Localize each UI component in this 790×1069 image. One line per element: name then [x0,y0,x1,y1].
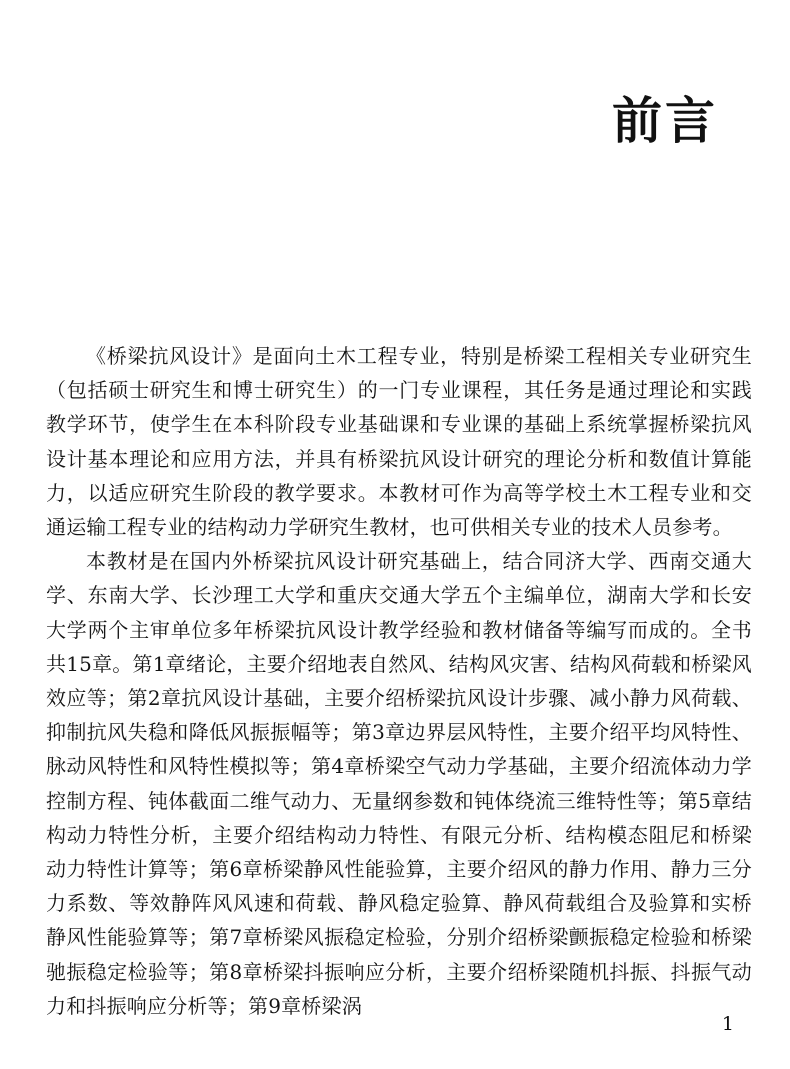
page-title: 前言 [612,92,718,150]
paragraph-contents: 本教材是在国内外桥梁抗风设计研究基础上，结合同济大学、西南交通大学、东南大学、长沙理工大学和重庆交通大学五个主编单位，湖南大学和长安大学两个主审单位多年桥梁抗风设计教学经验和教材储备等编写而成的。全书共15章。第1章绪论，主要介绍地表自然风、结构风灾害、结构风荷载和桥梁风效应等；第2章抗风设计基础，主要介绍桥梁抗风设计步骤、减小静力风荷载、抑制抗风失稳和降低风振振幅等；第3章边界层风特性，主要介绍平均风特性、脉动风特性和风特性模拟等；第4章桥梁空气动力学基础，主要介绍流体动力学控制方程、钝体截面二维气动力、无量纲参数和钝体绕流三维特性等；第5章结构动力特性分析，主要介绍结构动力特性、有限元分析、结构模态阻尼和桥梁动力特性计算等；第6章桥梁静风性能验算，主要介绍风的静力作用、静力三分力系数、等效静阵风风速和荷载、静风稳定验算、静风荷载组合及验算和实桥静风性能验算等；第7章桥梁风振稳定检验，分别介绍桥梁颤振稳定检验和桥梁驰振稳定检验等；第8章桥梁抖振响应分析，主要介绍桥梁随机抖振、抖振气动力和抖振响应分析等；第9章桥梁涡 [46,549,752,1018]
page-number: 1 [721,1013,734,1035]
paragraph-intro: 《桥梁抗风设计》是面向土木工程专业，特别是桥梁工程相关专业研究生（包括硕士研究生和博士研究生）的一门专业课程，其任务是通过理论和实践教学环节，使学生在本科阶段专业基础课和专业课的基础上系统掌握桥梁抗风设计基本理论和应用方法，并具有桥梁抗风设计研究的理论分析和数值计算能力，以适应研究生阶段的教学要求。本教材可作为高等学校土木工程专业和交通运输工程专业的结构动力学研究生教材，也可供相关专业的技术人员参考。 [46,344,752,540]
body-text [46,339,752,1023]
